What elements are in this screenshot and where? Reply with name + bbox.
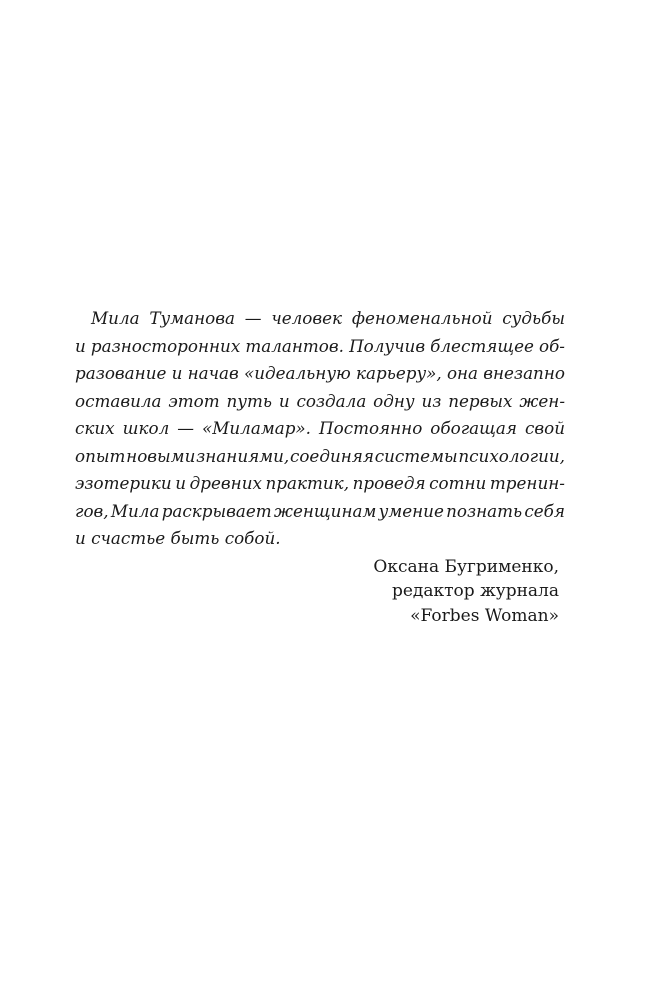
quote-word: жен- [519,390,565,411]
quote-word: Туманова [149,308,235,328]
quote-word: опыт [75,445,126,466]
quote-word: умение [378,500,444,521]
quote-line: и счастье быть собой. [75,528,281,548]
quote-word: практик, [265,473,350,493]
quote-word: — [177,418,194,438]
quote-word: и [75,335,86,356]
quote-word: об- [539,335,565,356]
quote-word: она [446,363,479,383]
quote-word: свой [524,418,565,438]
quote-word: Мила [91,308,140,328]
quote-word: — [244,308,262,328]
quote-word: блестящее [430,335,534,356]
quote-line [75,498,565,526]
quote-word: гов, [75,500,109,521]
quote-word: себя [524,500,565,521]
quote-word: соединяя [289,445,374,466]
quote-word: создала [296,390,367,411]
quote-line [75,415,565,443]
quote-word: эзотерики [75,473,172,493]
quote-word: и [175,473,187,493]
quote-word: системы [374,445,458,466]
quote-word: познать [446,500,523,521]
quote-word: из [421,390,442,411]
quote-word: обогащая [430,418,517,438]
quote-word: этот [168,390,220,411]
quote-word: начав [187,363,239,383]
quote-word: тренин- [489,473,565,493]
quote-word: Мила [110,500,160,521]
quote-line [75,388,565,416]
quote-word: разование [75,363,167,383]
attribution-name: Оксана Бугрименко, [373,556,559,577]
quote-word: школ [122,418,170,438]
quote-word: судьбы [502,308,565,328]
quote-word: оставила [75,390,162,411]
quote-word: одну [373,390,415,411]
epigraph [75,305,565,628]
quote-word: путь [226,390,272,411]
quote-word: психологии, [458,445,565,466]
quote-word: новыми [126,445,196,466]
quote-word: проведя [352,473,426,493]
quote-word: ских [75,418,115,438]
quote-word: талантов. [245,335,344,356]
quote-word: карьеру», [355,363,442,383]
quote-word: раскрывает [161,500,272,521]
quote-word: внезапно [483,363,565,383]
quote-word: и [171,363,183,383]
quote-line [75,443,565,471]
attribution-role: редактор журнала [391,581,559,601]
quote-word: женщинам [273,500,377,521]
quote-word: древних [189,473,262,493]
quote-word: «идеальную [243,363,351,383]
epigraph-attribution [75,555,565,629]
epigraph-quote [75,305,565,553]
quote-word: человек [271,308,343,328]
quote-line [75,333,565,361]
quote-word: Постоянно [319,418,423,438]
quote-word: феноменальной [351,308,493,328]
quote-line [75,470,565,498]
quote-word: «Миламар». [202,418,312,438]
quote-word: и [278,390,290,411]
attribution-publication: «Forbes Woman» [410,605,559,626]
quote-line [75,360,565,388]
quote-word: Получив [349,335,426,356]
quote-word: первых [448,390,513,411]
quote-line [75,305,565,333]
quote-word: знаниями, [196,445,290,466]
quote-word: разносторонних [90,335,241,356]
quote-word: сотни [429,473,487,493]
